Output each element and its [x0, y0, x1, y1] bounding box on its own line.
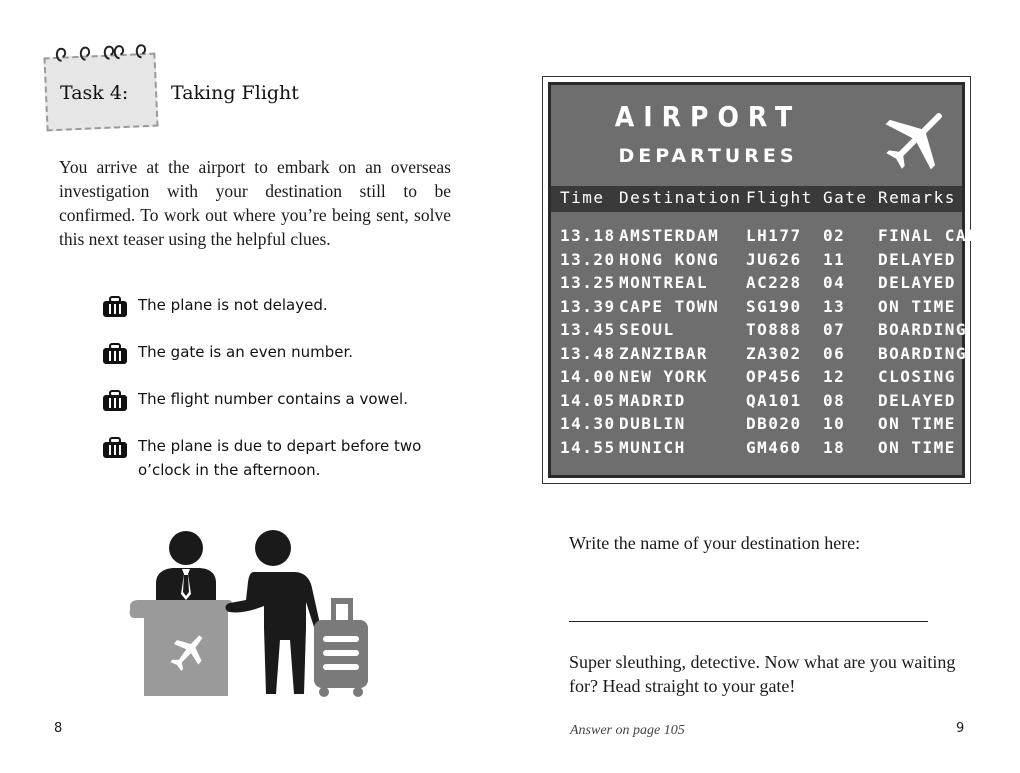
board-cell-remarks: CLOSING [878, 367, 956, 386]
board-cell-time: 13.25 [560, 273, 616, 292]
col-header-flight: Flight [746, 188, 813, 207]
board-cell-destination: MADRID [619, 390, 686, 410]
board-cell-time: 13.18 [560, 226, 616, 245]
closing-text: Super sleuthing, detective. Now what are you waiting for? Head straight to your gate! [569, 652, 956, 696]
board-cell-remarks: FINAL CALL [878, 226, 990, 245]
board-cell-gate: 07 [823, 320, 846, 339]
board-cell-flight: ZA302 [746, 343, 802, 363]
board-cell-time: 13.48 [560, 343, 616, 363]
board-cell-remarks: DELAYED [878, 390, 956, 410]
intro-paragraph: You arrive at the airport to embark on an overseas investigation with your destination still to be confirmed. To work out where you’re being sent, solve this next teaser using the helpful clues. [59, 157, 451, 249]
board-cell-flight: QA101 [746, 390, 802, 410]
suitcase-icon [102, 296, 128, 318]
desk-icon [130, 600, 233, 696]
board-cell-gate: 10 [823, 414, 846, 433]
board-cell-destination: SEOUL [619, 320, 675, 339]
board-cell-destination: ZANZIBAR [619, 343, 709, 363]
board-cell-remarks: BOARDING [878, 320, 968, 339]
board-cell-time: 14.05 [560, 390, 616, 410]
board-cell-flight: GM460 [746, 437, 802, 457]
board-cell-destination: MONTREAL [619, 273, 709, 292]
board-cell-gate: 06 [823, 343, 846, 363]
agent-head-icon [169, 531, 203, 565]
board-cell-time: 14.55 [560, 437, 616, 457]
board-cell-gate: 04 [823, 273, 846, 292]
board-cell-time: 14.00 [560, 367, 616, 386]
clue-text: The plane is not delayed. [138, 296, 328, 314]
board-cell-destination: NEW YORK [619, 367, 709, 386]
board-cell-flight: JU626 [746, 249, 802, 269]
board-cell-remarks: ON TIME [878, 414, 956, 433]
board-cell-destination: MUNICH [619, 437, 686, 457]
board-cell-remarks: DELAYED [878, 273, 956, 292]
suitcase-icon [102, 343, 128, 365]
task-label: Task 4: [60, 82, 129, 104]
col-header-destination: Destination [619, 188, 742, 207]
col-header-time: Time [560, 188, 605, 207]
board-cell-flight: AC228 [746, 273, 802, 292]
board-cell-remarks: ON TIME [878, 437, 956, 457]
board-cell-gate: 08 [823, 390, 846, 410]
board-cell-gate: 11 [823, 249, 846, 269]
col-header-gate: Gate [823, 188, 868, 207]
board-cell-gate: 12 [823, 367, 846, 386]
board-cell-remarks: ON TIME [878, 296, 956, 316]
binder-rings-icon [51, 43, 152, 63]
traveler-head-icon [255, 530, 291, 566]
check-in-desk-illustration [128, 528, 373, 698]
page-number-left: 8 [54, 721, 63, 736]
board-cell-flight: LH177 [746, 226, 802, 245]
board-cell-destination: CAPE TOWN [619, 296, 720, 316]
answer-line[interactable] [569, 621, 928, 622]
page-number-right: 9 [956, 721, 965, 736]
suitcase-icon [102, 390, 128, 412]
board-cell-flight: DB020 [746, 414, 802, 433]
board-cell-time: 13.45 [560, 320, 616, 339]
board-cell-destination: DUBLIN [619, 414, 686, 433]
task-title: Taking Flight [171, 82, 299, 104]
suitcase-icon [102, 437, 128, 459]
board-cell-gate: 18 [823, 437, 846, 457]
board-cell-destination: AMSTERDAM [619, 226, 720, 245]
airplane-icon [878, 104, 954, 174]
clue-text: The plane is due to depart before two o’clock in the afternoon. [138, 437, 422, 479]
board-cell-flight: OP456 [746, 367, 802, 386]
clue-text: The gate is an even number. [138, 343, 354, 361]
board-cell-remarks: BOARDING [878, 343, 968, 363]
board-cell-gate: 13 [823, 296, 846, 316]
board-cell-flight: SG190 [746, 296, 802, 316]
board-cell-destination: HONG KONG [619, 249, 720, 269]
board-cell-time: 14.30 [560, 414, 616, 433]
board-cell-remarks: DELAYED [878, 249, 956, 269]
destination-prompt: Write the name of your destination here: [569, 533, 861, 553]
col-header-remarks: Remarks [878, 188, 956, 207]
traveler-body-icon [226, 572, 321, 694]
board-cell-time: 13.39 [560, 296, 616, 316]
answer-note: Answer on page 105 [570, 723, 685, 738]
board-title: AIRPORT [614, 100, 802, 133]
board-cell-time: 13.20 [560, 249, 616, 269]
clue-text: The flight number contains a vowel. [138, 390, 408, 408]
board-subtitle: DEPARTURES [618, 145, 798, 167]
board-cell-flight: TO888 [746, 320, 802, 339]
board-cell-gate: 02 [823, 226, 846, 245]
